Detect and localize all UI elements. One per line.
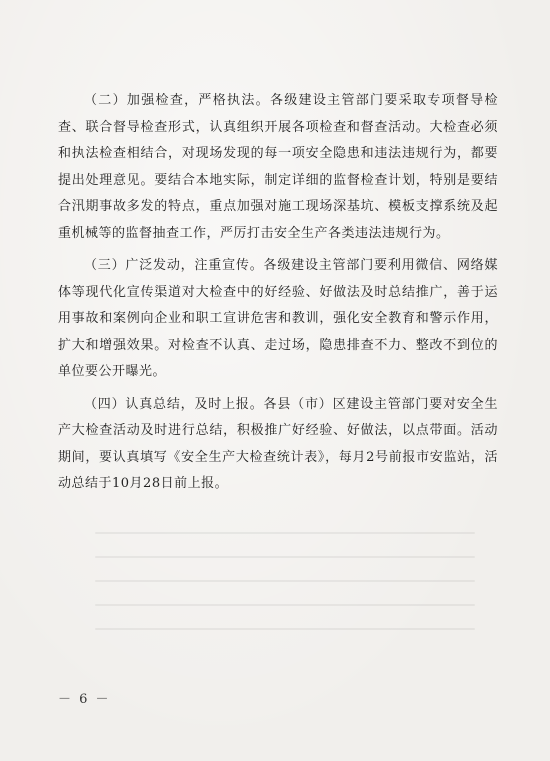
paragraph-inspection-enforcement: （二）加强检查，严格执法。各级建设主管部门要采取专项督导检查、联合督导检查形式，认真组织开展各项检查和督查活动。大检查必须和执法检查相结合，对现场发现的每一项安全隐患和违法违规行为，都要提出处理意见。要结合本地实际，制定详细的监督检查计划，特别是要结合汛期事故多发的特点，重点加强对施工现场深基坑、模板支撑系统及起重机械等的监督抽查工作，严厉打击安全生产各类违法违规行为。 xyxy=(58,93,498,241)
show-through-text xyxy=(95,510,475,640)
paragraph-summary-reporting: （四）认真总结，及时上报。各县（市）区建设主管部门要对安全生产大检查活动及时进行总结，积极推广好经验、好做法，以点带面。活动期间，要认真填写《安全生产大检查统计表》，每月2号前报市安监站，活动总结于10月28日前上报。 xyxy=(58,396,498,491)
paragraph-publicity: （三）广泛发动，注重宣传。各级建设主管部门要利用微信、网络媒体等现代化宣传渠道对大检查中的好经验、好做法及时总结推广，善于运用事故和案例向企业和职工宣讲危害和教训，强化安全教育和警示作用，扩大和增强效果。对检查不认真、走过场，隐患排查不力、整改不到位的单位要公开曝光。 xyxy=(58,258,498,379)
document-body xyxy=(58,88,498,504)
page-number: － 6 － xyxy=(58,692,111,707)
